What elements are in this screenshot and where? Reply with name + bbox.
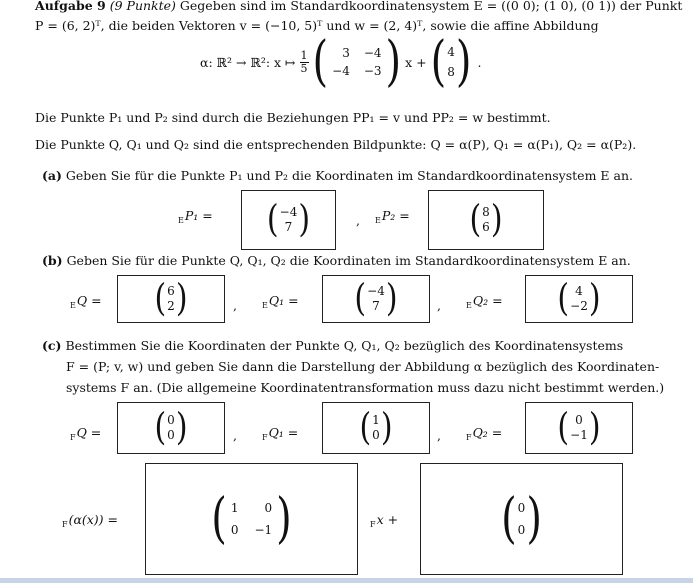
part-c-translation: ( 0 0 ) [501, 487, 542, 551]
intro-line1: Die Punkte P₁ und P₂ sind durch die Beziehungen PP₁ = v und PP₂ = w bestimmt. [35, 110, 551, 125]
affine-map: α: ℝ² → ℝ²: x ↦ $\frac{1}{5}$ ( 3 −4 −4 −3 ) x + ( 4 8 ) . [200, 30, 482, 94]
part-b-text: Geben Sie für die Punkte Q, Q₁, Q₂ die Koordinaten im Standardkoordinatensystem E an. [66, 253, 631, 268]
part-c-label3: $_F$Q₂ = [466, 425, 503, 442]
part-b-answer3-box[interactable] [525, 275, 633, 323]
part-c-text3: systems F an. (Die allgemeine Koordinatentransformation muss dazu nicht bestimmt werden.) [66, 380, 665, 395]
separator: , [233, 428, 237, 443]
part-a-text: Geben Sie für die Punkte P₁ und P₂ die Koordinaten im Standardkoordinatensystem E an. [65, 168, 633, 183]
part-b-answer2: ( −4 7 ) [354, 276, 398, 321]
map-translation: ( 4 8 ) [430, 30, 472, 94]
part-b-answer1: ( 6 2 ) [154, 276, 188, 321]
part-b-answer1-box[interactable] [117, 275, 225, 323]
map-scalar-num: 1 [300, 48, 308, 62]
intro-line2: Die Punkte Q, Q₁ und Q₂ sind die entsprechenden Bildpunkte: Q = α(P), Q₁ = α(P₁), Q₂ = α(P₂). [35, 137, 637, 152]
task-header [35, 0, 682, 13]
part-c-answer1-box[interactable] [117, 402, 225, 454]
separator: , [437, 428, 441, 443]
map-scalar [300, 50, 309, 75]
part-c-label1: $_F$Q = [70, 425, 102, 442]
part-b-question [42, 253, 631, 268]
task-header-line2: P = (6, 2)ᵀ, die beiden Vektoren v = (−10, 5)ᵀ und w = (2, 4)ᵀ, sowie die affine Abbildung [35, 18, 599, 33]
part-a-answer1: ( −4 7 ) [266, 197, 311, 242]
part-c-answer2-box[interactable] [322, 402, 430, 454]
separator: , [233, 298, 237, 313]
part-a-answer2: ( 8 6 ) [469, 197, 503, 242]
part-b-answer3: ( 4 −2 ) [557, 276, 601, 321]
part-a-question [42, 168, 633, 183]
part-c-label2: $_F$Q₁ = [262, 425, 299, 442]
task-points: (9 Punkte) [109, 0, 176, 13]
part-b-label1: $_E$Q = [70, 293, 102, 310]
part-c-matrix: ( 1 0 0 −1 ) [211, 487, 292, 551]
task-header-line1: Gegeben sind im Standardkoordinatensystem E = ((0 0); (1 0), (0 1)) der Punkt [179, 0, 683, 13]
part-a-answer1-box[interactable] [241, 190, 336, 250]
part-c-matrix-box[interactable] [145, 463, 358, 575]
part-c-x-plus: $_F$x + [370, 512, 399, 529]
part-c-text1: Bestimmen Sie die Koordinaten der Punkte Q, Q₁, Q₂ bezüglich des Koordinatensystems [65, 338, 624, 353]
part-b-marker: (b) [42, 253, 63, 268]
part-b-label2: $_E$Q₁ = [262, 293, 299, 310]
map-scalar-den: 5 [300, 61, 308, 75]
part-b-label3: $_E$Q₂ = [466, 293, 503, 310]
part-a-answer2-box[interactable] [428, 190, 544, 250]
part-c-map-label: $_F$(α(x)) = [62, 512, 119, 529]
map-prefix: α: ℝ² → ℝ²: x ↦ [200, 54, 296, 70]
map-plus-x: x + [405, 54, 427, 70]
task-title: Aufgabe 9 [35, 0, 106, 13]
part-c-answer3-box[interactable] [525, 402, 633, 454]
map-matrix: ( 3 −4 −4 −3 ) [312, 30, 402, 94]
part-c-question [42, 338, 623, 353]
part-b-answer2-box[interactable] [322, 275, 430, 323]
bottom-border [0, 578, 693, 583]
separator: , [437, 298, 441, 313]
part-c-answer1: ( 0 0 ) [154, 405, 188, 450]
part-a-label1: $_E$P₁ = [178, 208, 213, 225]
separator: , [356, 213, 360, 228]
part-c-marker: (c) [42, 338, 62, 353]
part-c-answer3: ( 0 −1 ) [557, 405, 601, 450]
part-c-translation-box[interactable] [420, 463, 623, 575]
part-c-text2: F = (P; v, w) und geben Sie dann die Darstellung der Abbildung α bezüglich des Koordinaten- [66, 359, 660, 374]
part-a-label2: $_E$P₂ = [375, 208, 410, 225]
part-c-answer2: ( 1 0 ) [359, 405, 393, 450]
part-a-marker: (a) [42, 168, 62, 183]
